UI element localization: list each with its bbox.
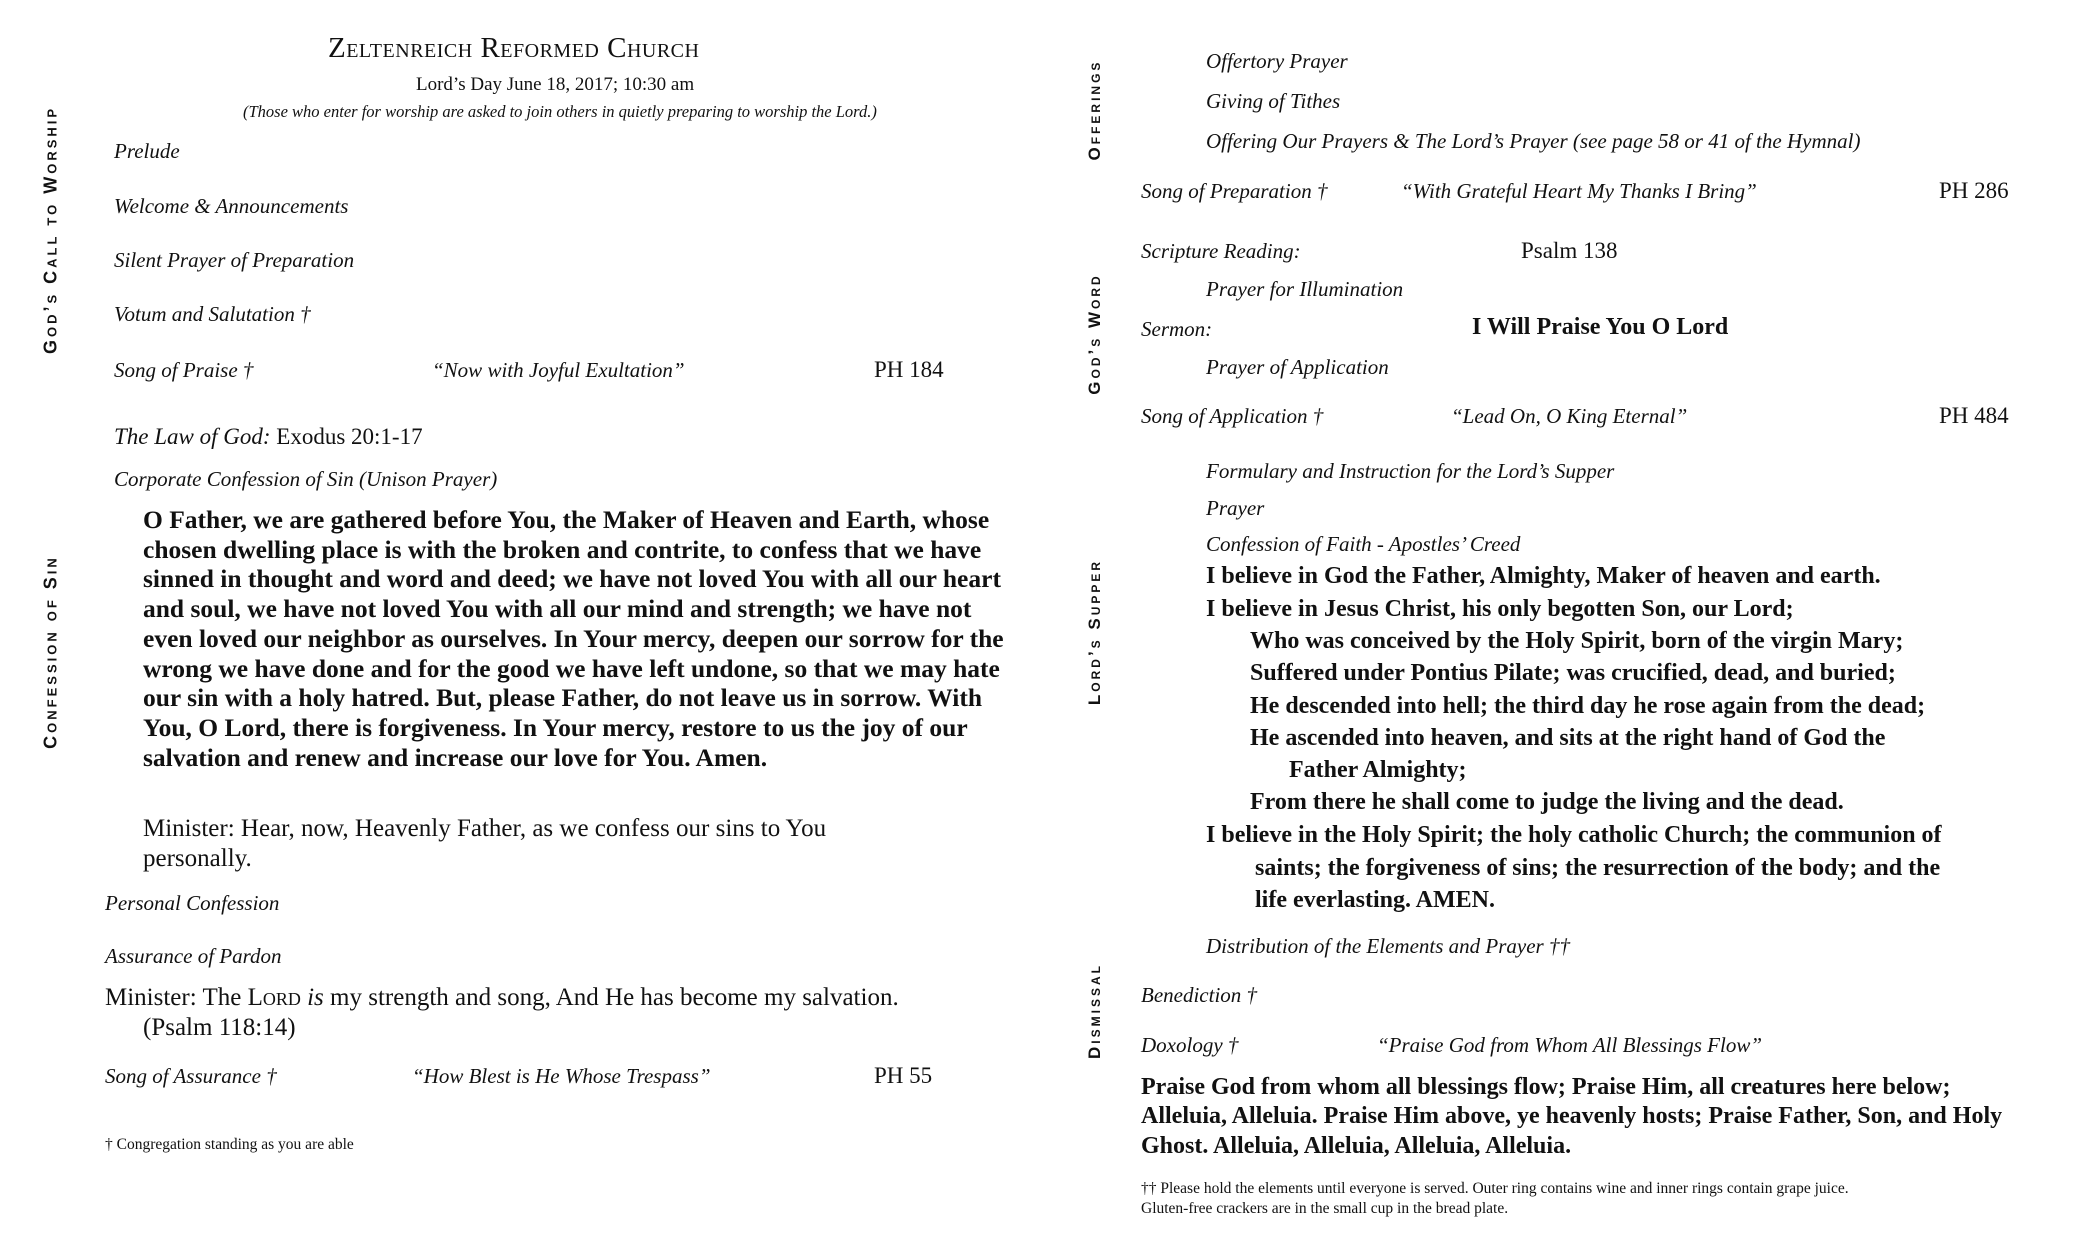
service-date: Lord’s Day June 18, 2017; 10:30 am <box>416 74 695 95</box>
doxology-title: “Praise God from Whom All Blessings Flow” <box>1377 1033 1763 1057</box>
creed-line: I believe in the Holy Spirit; the holy catholic Church; the communion of <box>1206 822 1942 848</box>
song-of-assurance-hymn-ref: PH 55 <box>874 1063 933 1088</box>
creed-line: He descended into hell; the third day he rose again from the dead; <box>1250 693 1926 719</box>
confession-of-faith: Confession of Faith - Apostles’ Creed <box>1206 532 1521 556</box>
song-of-praise-label: Song of Praise † <box>114 358 254 382</box>
song-of-preparation-title: “With Grateful Heart My Thanks I Bring” <box>1401 179 1757 203</box>
creed-line: I believe in God the Father, Almighty, Maker of heaven and earth. <box>1206 563 1881 589</box>
prayer: Prayer <box>1206 496 1265 520</box>
benediction: Benediction † <box>1141 983 1258 1007</box>
song-of-assurance-title: “How Blest is He Whose Trespass” <box>412 1064 711 1088</box>
scripture-reading-ref: Psalm 138 <box>1521 238 1618 263</box>
section-label-call-to-worship: God’s Call to Worship <box>40 105 61 355</box>
song-of-praise-title: “Now with Joyful Exultation” <box>432 358 685 382</box>
sermon-label: Sermon: <box>1141 317 1213 341</box>
creed-line: He ascended into heaven, and sits at the right hand of God the <box>1250 725 1886 751</box>
offertory-prayer: Offertory Prayer <box>1206 49 1348 73</box>
minister-assurance-line <box>105 984 899 1012</box>
minister-assurance-prefix: Minister: The <box>105 984 248 1011</box>
minister-assurance-rest: my strength and song, And He has become my salvation. <box>323 984 899 1011</box>
song-of-assurance-label: Song of Assurance † <box>105 1064 277 1088</box>
distribution-of-elements: Distribution of the Elements and Prayer †† <box>1206 934 1570 958</box>
law-of-god-ref: Exodus 20:1-17 <box>276 424 423 449</box>
giving-of-tithes: Giving of Tithes <box>1206 89 1341 113</box>
song-of-application-label: Song of Application † <box>1141 404 1324 428</box>
section-label-lords-supper: Lord’s Supper <box>1085 558 1104 706</box>
minister-call-line-1: Minister: Hear, now, Heavenly Father, as we confess our sins to You <box>143 815 827 842</box>
song-of-praise-hymn-ref: PH 184 <box>874 357 944 382</box>
worship-note: (Those who enter for worship are asked to join others in quietly preparing to worship the Lord.) <box>243 102 877 121</box>
section-label-dismissal: Dismissal <box>1085 963 1104 1059</box>
sermon-title: I Will Praise You O Lord <box>1472 314 1729 340</box>
creed-line: I believe in Jesus Christ, his only begotten Son, our Lord; <box>1206 596 1794 622</box>
left-footnote: † Congregation standing as you are able <box>105 1136 354 1153</box>
law-of-god <box>114 424 423 450</box>
formulary-instruction: Formulary and Instruction for the Lord’s Supper <box>1206 459 1615 483</box>
prayer-for-illumination: Prayer for Illumination <box>1206 277 1404 301</box>
doxology-text-line: Ghost. Alleluia, Alleluia, Alleluia, Alleluia. <box>1141 1133 1572 1159</box>
song-of-application-title: “Lead On, O King Eternal” <box>1451 404 1688 428</box>
song-of-application-hymn-ref: PH 484 <box>1939 403 2009 428</box>
doxology-label: Doxology † <box>1141 1033 1239 1057</box>
corporate-confession-heading: Corporate Confession of Sin (Unison Prayer) <box>114 467 498 491</box>
doxology-text-line: Praise God from whom all blessings flow; Praise Him, all creatures here below; <box>1141 1074 1951 1100</box>
section-label-confession-of-sin: Confession of Sin <box>40 555 61 749</box>
prayer-of-application: Prayer of Application <box>1206 355 1389 379</box>
offering-prayers: Offering Our Prayers & The Lord’s Prayer (see page 58 or 41 of the Hymnal) <box>1206 129 1861 153</box>
minister-assurance-is: is <box>307 984 324 1011</box>
minister-assurance-lord: Lord <box>247 984 301 1011</box>
creed-line: life everlasting. AMEN. <box>1255 887 1495 913</box>
creed-line: Suffered under Pontius Pilate; was crucified, dead, and buried; <box>1250 660 1896 686</box>
silent-prayer: Silent Prayer of Preparation <box>114 248 355 272</box>
creed-line: Who was conceived by the Holy Spirit, born of the virgin Mary; <box>1250 628 1904 654</box>
church-title: Zeltenreich Reformed Church <box>328 32 700 64</box>
prelude: Prelude <box>114 139 180 163</box>
minister-call-line-2: personally. <box>143 845 252 872</box>
right-footnote-line: †† Please hold the elements until everyone is served. Outer ring contains wine and inner rings contain grape juice. <box>1141 1180 1849 1197</box>
law-of-god-label: The Law of God: <box>114 424 271 449</box>
confession-prayer-text: O Father, we are gathered before You, the Maker of Heaven and Earth, whose chosen dwelling place is with the broken and contrite, to confess that we have sinned in thought and word and deed; we have not loved You with all our heart and soul, we have not loved You with all our mind and strength; we have not even loved our neighbor as ourselves. In Your mercy, deepen our sorrow for the wrong we have done and for the good we have left undone, so that we may hate our sin with a holy hatred. But, please Father, do not leave us in sorrow. With You, O Lord, there is forgiveness. In Your mercy, restore to us the joy of our salvation and renew and increase our love for You. Amen. <box>143 505 1004 772</box>
assurance-of-pardon: Assurance of Pardon <box>105 944 282 968</box>
votum-salutation: Votum and Salutation † <box>114 302 311 326</box>
scripture-reading-label: Scripture Reading: <box>1141 239 1301 263</box>
song-of-preparation-label: Song of Preparation † <box>1141 179 1328 203</box>
minister-assurance-ref: (Psalm 118:14) <box>143 1014 296 1041</box>
creed-line: From there he shall come to judge the living and the dead. <box>1250 789 1844 815</box>
section-label-gods-word: God’s Word <box>1085 273 1104 395</box>
doxology-text-line: Alleluia, Alleluia. Praise Him above, ye heavenly hosts; Praise Father, Son, and Holy <box>1141 1103 2003 1129</box>
section-label-offerings: Offerings <box>1085 59 1104 161</box>
creed-line: saints; the forgiveness of sins; the resurrection of the body; and the <box>1255 855 1941 881</box>
welcome-announcements: Welcome & Announcements <box>114 194 349 218</box>
song-of-preparation-hymn-ref: PH 286 <box>1939 178 2009 203</box>
creed-line: Father Almighty; <box>1289 757 1467 783</box>
personal-confession: Personal Confession <box>105 891 280 915</box>
right-footnote-line: Gluten-free crackers are in the small cup in the bread plate. <box>1141 1200 1509 1217</box>
